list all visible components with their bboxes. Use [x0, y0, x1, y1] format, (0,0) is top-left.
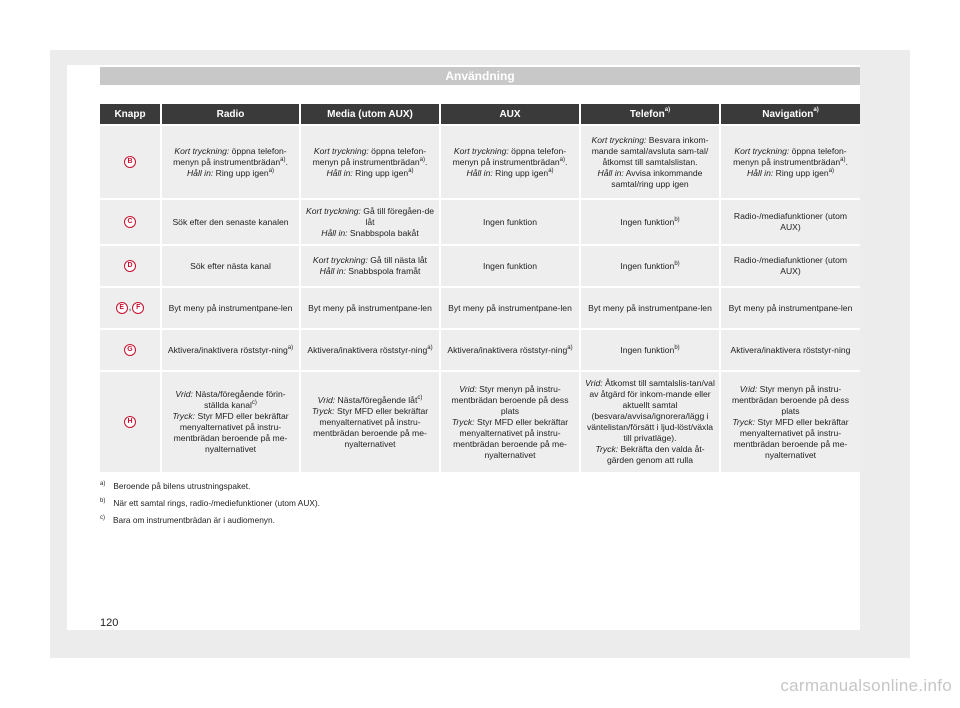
- button-key-badge: C: [124, 216, 136, 228]
- cell-text: Ring upp igen: [492, 167, 549, 178]
- action-label: Håll in:: [186, 167, 214, 178]
- cell-text: Sök efter den senaste kanalen: [172, 216, 289, 227]
- cell-aux: [441, 200, 579, 244]
- footnote-c: $^{c)}$ Bara om instrumentbrädan är i audiomenyn.: [100, 515, 275, 525]
- cell-text: Ingen funktion: [483, 260, 537, 271]
- cell-aux: [441, 126, 579, 198]
- action-label: Håll in:: [326, 167, 353, 178]
- action-label: Tryck:: [732, 416, 756, 427]
- action-label: Vrid:: [459, 383, 477, 394]
- cell-text: Åtkomst till samtalslis-tan/val av åtgärd för inkom-mande eller aktuellt samtal (besvara/avvisa/ignorera/lägg i väntelistan/försätt i ljud-löst/växla till privatläge).: [586, 378, 715, 443]
- cell-media: [301, 126, 439, 198]
- cell-text: Sök efter nästa kanal: [190, 260, 271, 271]
- page-number: 120: [100, 617, 119, 629]
- cell-text: .: [845, 156, 848, 167]
- cell-text: Styr MFD eller bekräftar menyalternativet på instru-mentbrädan beroende på me-nyalternativet: [733, 416, 849, 460]
- cell-aux: [441, 372, 579, 472]
- action-label: Håll in:: [321, 227, 348, 238]
- footnote-a: $^{a)}$ Beroende på bilens utrustningspaket.: [100, 481, 251, 491]
- cell-text: Byt meny på instrumentpane-len: [168, 302, 293, 313]
- cell-aux: [441, 330, 579, 370]
- cell-radio: [162, 288, 299, 328]
- button-key-badge: E: [116, 302, 128, 314]
- cell-text: Ingen funktion: [620, 216, 675, 227]
- footnote-ref: a): [559, 156, 565, 163]
- cell-text: Byt meny på instrumentpane-len: [728, 302, 853, 313]
- footnote-ref: a): [408, 167, 414, 174]
- cell-text: Aktivera/inaktivera röststyr-ning: [167, 344, 288, 355]
- cell-radio: [162, 330, 299, 370]
- cell-text: Ring upp igen: [773, 167, 829, 178]
- cell-text: Bekräfta den valda åt-gärden genom att rulla: [607, 444, 705, 465]
- cell-text: Nästa/föregående förin-ställda kanal: [192, 389, 286, 410]
- cell-text: Aktivera/inaktivera röststyr-ning: [447, 344, 568, 355]
- cell-aux: [441, 246, 579, 286]
- cell-telefon: [581, 330, 719, 370]
- footnote-ref: c): [251, 400, 257, 406]
- cell-text: Styr MFD eller bekräftar menyalternativet på instru-mentbrädan beroende på me-nyalternativet: [313, 405, 429, 449]
- cell-text: Ingen funktion: [483, 216, 537, 227]
- button-key-badge: H: [124, 416, 136, 428]
- table-row: [100, 126, 860, 198]
- footnote-ref: a): [548, 167, 554, 174]
- cell-text: Radio-/mediafunktioner (utom AUX): [733, 211, 848, 232]
- footnote-ref: a): [419, 156, 425, 163]
- header-aux: AUX: [441, 104, 579, 124]
- cell-text: Ring upp igen: [352, 167, 409, 178]
- button-function-table: [98, 102, 862, 474]
- cell-telefon: [581, 126, 719, 198]
- cell-navigation: [721, 372, 860, 472]
- table-row: [100, 372, 860, 472]
- cell-radio: [162, 372, 299, 472]
- cell-text: Radio-/mediafunktioner (utom AUX): [733, 255, 848, 276]
- cell-text: Snabbspola framåt: [345, 266, 421, 276]
- cell-text: Nästa/föregående låt: [335, 394, 418, 405]
- cell-radio: [162, 246, 299, 286]
- cell-radio: [162, 200, 299, 244]
- cell-media: [301, 246, 439, 286]
- footnote-ref: a): [268, 167, 275, 174]
- cell-radio: [162, 126, 299, 198]
- cell-text: öppna telefon-menyn på instrumentbrädan: [452, 145, 567, 167]
- table-row: [100, 330, 860, 370]
- footnote-ref: a): [427, 344, 433, 351]
- footnote-ref: c): [417, 394, 423, 401]
- footnote-ref: a): [287, 344, 294, 351]
- cell-navigation: [721, 288, 860, 328]
- table-row: [100, 246, 860, 286]
- header-media: Media (utom AUX): [301, 104, 439, 124]
- cell-media: [301, 372, 439, 472]
- cell-text: Gå till föregåen-de låt: [360, 205, 435, 227]
- action-label: Håll in:: [319, 266, 346, 276]
- key-cell: [100, 372, 160, 472]
- footnotes: [100, 478, 860, 529]
- cell-text: öppna telefon-menyn på instrumentbrädan: [312, 145, 427, 167]
- key-cell: [100, 330, 160, 370]
- button-key-badge: D: [124, 260, 136, 272]
- action-label: Kort tryckning:: [734, 145, 790, 156]
- cell-text: öppna telefon-menyn på instrumentbrädan: [173, 145, 287, 167]
- cell-text: Styr menyn på instru-mentbrädan beroende på dess plats: [731, 383, 850, 416]
- action-label: Vrid:: [175, 389, 193, 399]
- key-cell: [100, 126, 160, 198]
- cell-text: Byt meny på instrumentpane-len: [448, 302, 572, 313]
- action-label: Kort tryckning:: [312, 255, 368, 265]
- action-label: Kort tryckning:: [453, 145, 509, 156]
- cell-media: [301, 200, 439, 244]
- footnote-ref: a): [280, 156, 286, 163]
- key-cell: [100, 200, 160, 244]
- header-navigation: Navigation$^{a)}$: [721, 104, 860, 124]
- cell-navigation: [721, 246, 860, 286]
- action-label: Håll in:: [597, 167, 624, 178]
- cell-text: Ring upp igen: [213, 167, 269, 178]
- cell-text: Avvisa inkommande samtal/ring upp igen: [611, 167, 703, 189]
- cell-text: Byt meny på instrumentpane-len: [588, 302, 712, 313]
- action-label: Tryck:: [595, 444, 619, 454]
- cell-text: Byt meny på instrumentpane-len: [308, 302, 432, 313]
- footnote-ref: a): [840, 156, 846, 163]
- action-label: Kort tryckning:: [174, 145, 230, 156]
- action-label: Kort tryckning:: [313, 145, 369, 156]
- cell-telefon: [581, 246, 719, 286]
- cell-navigation: [721, 200, 860, 244]
- action-label: Vrid:: [739, 383, 758, 394]
- cell-navigation: [721, 330, 860, 370]
- watermark-logo: carmanualsonline.info: [780, 676, 952, 695]
- table-row: [100, 200, 860, 244]
- action-label: Tryck:: [172, 411, 196, 421]
- cell-text: Styr MFD eller bekräftar menyalternativet på instru-mentbrädan beroende på me-nyalternativet: [173, 411, 289, 454]
- key-cell: [100, 246, 160, 286]
- cell-text: Ingen funktion: [620, 344, 675, 355]
- action-label: Tryck:: [311, 405, 335, 416]
- cell-aux: [441, 288, 579, 328]
- cell-media: [301, 330, 439, 370]
- action-label: Vrid:: [585, 378, 603, 388]
- table-header-row: [100, 104, 860, 124]
- cell-telefon: [581, 288, 719, 328]
- table-row: [100, 288, 860, 328]
- action-label: Kort tryckning:: [591, 134, 647, 145]
- cell-media: [301, 288, 439, 328]
- cell-text: Ingen funktion: [620, 260, 675, 271]
- header-radio: Radio: [162, 104, 299, 124]
- cell-text: .: [564, 156, 568, 167]
- cell-text: .: [424, 156, 428, 167]
- cell-text: Styr MFD eller bekräftar menyalternativet på instru-mentbrädan beroende på me-nyalternativet: [453, 416, 569, 460]
- key-cell: [100, 288, 160, 328]
- footnote-ref: b): [674, 216, 680, 223]
- cell-text: Styr menyn på instru-mentbrädan beroende på dess plats: [451, 383, 569, 416]
- header-telefon: Telefon$^{a)}$: [581, 104, 719, 124]
- action-label: Håll in:: [466, 167, 493, 178]
- footnote-ref: b): [674, 260, 680, 267]
- cell-text: Snabbspola bakåt: [347, 227, 419, 238]
- action-label: Håll in:: [746, 167, 774, 178]
- cell-text: Besvara inkom-mande samtal/avsluta sam-tal/åtkomst till samtalslistan.: [591, 134, 709, 167]
- action-label: Vrid:: [317, 394, 336, 405]
- cell-telefon: [581, 372, 719, 472]
- footnote-ref: a): [567, 344, 573, 351]
- key-separator: ,: [128, 302, 132, 313]
- cell-text: Aktivera/inaktivera röststyr-ning: [730, 344, 851, 355]
- footnote-ref: a): [828, 167, 835, 174]
- button-key-badge: B: [124, 156, 136, 168]
- footnote-ref: b): [674, 344, 680, 351]
- section-title: Användning: [100, 67, 860, 85]
- button-key-badge: G: [124, 344, 136, 356]
- footnote-b: $^{b)}$ När ett samtal rings, radio-/mediefunktioner (utom AUX).: [100, 498, 320, 508]
- header-knapp: Knapp: [100, 104, 160, 124]
- cell-text: Gå till nästa låt: [367, 255, 428, 265]
- action-label: Kort tryckning:: [305, 205, 361, 216]
- cell-telefon: [581, 200, 719, 244]
- cell-text: öppna telefon-menyn på instrumentbrädan: [733, 145, 847, 167]
- action-label: Tryck:: [451, 416, 475, 427]
- cell-navigation: [721, 126, 860, 198]
- cell-text: Aktivera/inaktivera röststyr-ning: [307, 344, 428, 355]
- button-key-badge: F: [132, 302, 144, 314]
- cell-text: .: [285, 156, 288, 167]
